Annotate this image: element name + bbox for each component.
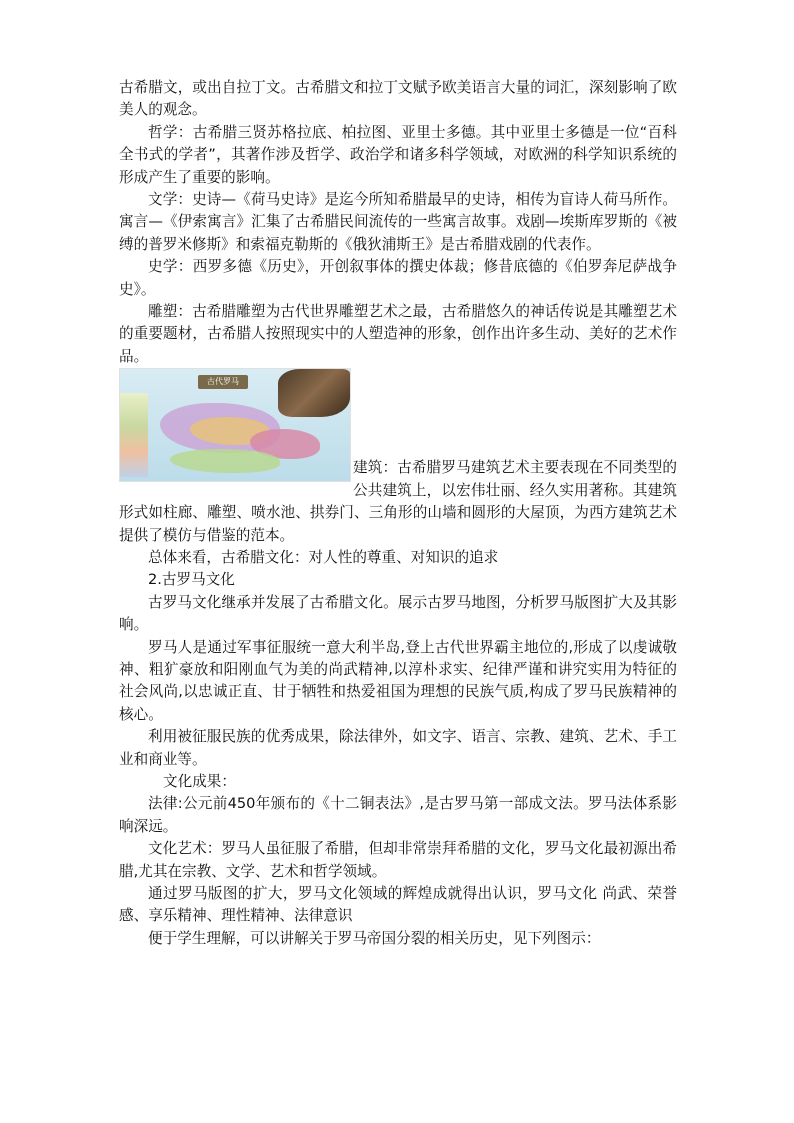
paragraph-architecture: 建筑：古希腊罗马建筑艺术主要表现在不同类型的公共建筑上，以宏伟壮丽、经久实用著称。其建筑形式如柱廊、雕塑、喷水池、拱券门、三角形的山墙和圆形的大屋顶，为西方建筑艺术提供了模仿与借鉴的范本。 (119, 459, 677, 544)
paragraph-language: 古希腊文，或出自拉丁文。古希腊文和拉丁文赋予欧美语言大量的词汇，深刻影响了欧美人的观念。 (119, 79, 677, 119)
paragraph-rome-spirit: 罗马人是通过军事征服统一意大利半岛,登上古代世界霸主地位的,形成了以虔诚敬神、粗犷豪放和阳刚血气为美的尚武精神,以淳朴求实、纪律严谨和讲究实用为特征的社会风尚,以忠诚正直、甘于牺牲和热爱祖国为理想的民族气质,构成了罗马民族精神的核心。 (119, 638, 677, 723)
paragraph-history: 史学：西罗多德《历史》，开创叙事体的撰史体裁；修昔底德的《伯罗奔尼萨战争史》。 (119, 258, 677, 298)
paragraph-literature: 文学：史诗—《荷马史诗》是迄今所知希腊最早的史诗，相传为盲诗人荷马所作。寓言—《伊索寓言》汇集了古希腊民间流传的一些寓言故事。戏剧—埃斯库罗斯的《被缚的普罗米修斯》和索福克勒斯的《俄狄浦斯王》是古希腊戏剧的代表作。 (119, 191, 677, 253)
paragraph-rome-intro: 古罗马文化继承并发展了古希腊文化。展示古罗马地图，分析罗马版图扩大及其影响。 (119, 593, 677, 634)
map-south-region (170, 449, 280, 473)
paragraph-summary: 总体来看，古希腊文化：对人性的尊重、对知识的追求 (148, 548, 499, 566)
ancient-rome-map-image (119, 368, 351, 482)
paragraph-achievements-label: 文化成果： (163, 772, 236, 790)
document-body (119, 77, 677, 950)
paragraph-sculpture: 雕塑：古希腊雕塑为古代世界雕塑艺术之最，古希腊悠久的神话传说是其雕塑艺术的重要题材，古希腊人按照现实中的人塑造神的形象，创作出许多生动、美好的艺术作品。 (119, 303, 677, 365)
paragraph-philosophy: 哲学：古希腊三贤苏格拉底、柏拉图、亚里士多德。其中亚里士多德是一位“百科全书式的学者”，其著作涉及哲学、政治学和诸多科学领域，对欧洲的科学知识系统的形成产生了重要的影响。 (119, 123, 677, 186)
sculpture-image (278, 369, 350, 417)
paragraph-division: 便于学生理解，可以讲解关于罗马帝国分裂的相关历史，见下列图示： (148, 929, 601, 947)
map-title-label: 古代罗马 (198, 375, 248, 389)
paragraph-arts: 文化艺术：罗马人虽征服了希腊，但却非常崇拜希腊的文化，罗马文化最初源出希腊,尤其在宗教、文学、艺术和哲学领域。 (119, 840, 677, 880)
paragraph-rome-adopt: 利用被征服民族的优秀成果，除法律外，如文字、语言、宗教、建筑、艺术、手工业和商业等。 (119, 728, 677, 768)
map-side-legend (120, 393, 148, 477)
section-heading-rome: 2.古罗马文化 (148, 571, 235, 589)
paragraph-law: 法律:公元前450年颁布的《十二铜表法》,是古罗马第一部成文法。罗马法体系影响深远。 (119, 795, 677, 835)
paragraph-territory: 通过罗马版图的扩大，罗马文化领域的辉煌成就得出认识，罗马文化 尚武、荣誉感、享乐精神、理性精神、法律意识 (119, 885, 677, 925)
